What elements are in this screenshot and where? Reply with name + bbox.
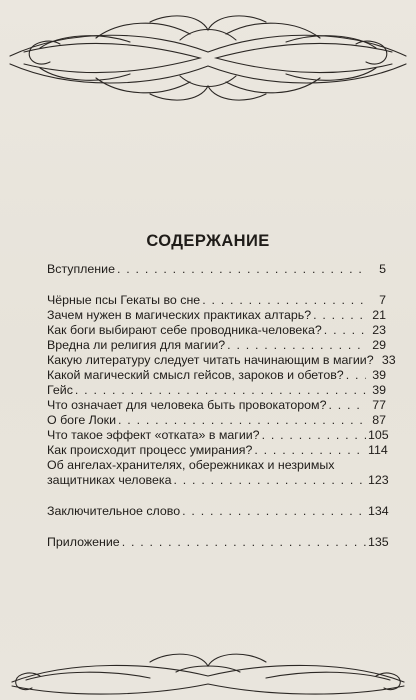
toc-page-number: 21 xyxy=(372,308,386,322)
toc-entry xyxy=(47,308,386,323)
toc-entry-title: Какую литературу следует читать начинающим в магии? xyxy=(47,353,374,367)
toc-entry-title: Приложение xyxy=(47,535,120,549)
toc-entry xyxy=(47,353,396,368)
dot-leader xyxy=(122,535,366,550)
toc-entry-title: Гейс xyxy=(47,383,73,397)
dot-leader xyxy=(346,368,366,383)
toc-page-number: 134 xyxy=(368,504,389,518)
dot-leader xyxy=(182,504,366,519)
toc-entry-title: Как происходит процесс умирания? xyxy=(47,443,253,457)
toc-entry-title: Какой магический смысл гейсов, зароков и обетов? xyxy=(47,368,344,382)
toc-page-number: 39 xyxy=(372,383,386,397)
toc-page-number: 105 xyxy=(368,428,389,442)
toc-entry xyxy=(47,368,386,383)
toc-page-number: 23 xyxy=(372,323,386,337)
toc-page-number: 87 xyxy=(372,413,386,427)
table-of-contents xyxy=(47,262,396,550)
toc-entry-title: Вредна ли религия для магии? xyxy=(47,338,226,352)
dot-leader xyxy=(117,262,366,277)
dot-leader xyxy=(202,293,366,308)
toc-entry-title: Заключительное слово xyxy=(47,504,181,518)
toc-entry-title: Чёрные псы Гекаты во сне xyxy=(47,293,201,307)
dot-leader xyxy=(324,323,366,338)
toc-page-number: 39 xyxy=(372,368,386,382)
toc-entry-title: О боге Локи xyxy=(47,413,117,427)
dot-leader xyxy=(328,398,366,413)
toc-entry xyxy=(47,383,386,398)
toc-page-number: 77 xyxy=(372,398,386,412)
contents-heading: СОДЕРЖАНИЕ xyxy=(146,232,270,250)
top-ornament xyxy=(0,8,416,108)
toc-entry-title: Об ангелах-хранителях, обережниках и незримых xyxy=(47,458,335,472)
toc-entry-continuation xyxy=(47,473,389,488)
dot-leader xyxy=(262,428,366,443)
toc-entry-multiline xyxy=(47,458,389,488)
toc-entry-title: Вступление xyxy=(47,262,115,276)
toc-entry-title-continued: защитниках человека xyxy=(47,473,172,487)
toc-page-number: 135 xyxy=(368,535,389,549)
toc-entry-title: Зачем нужен в магических практиках алтарь? xyxy=(47,308,312,322)
toc-entry xyxy=(47,338,386,353)
toc-page-number: 123 xyxy=(368,473,389,487)
bottom-ornament xyxy=(0,642,416,700)
dot-leader xyxy=(227,338,366,353)
toc-page-number: 114 xyxy=(368,443,388,457)
toc-entry xyxy=(47,323,386,338)
toc-page-number: 29 xyxy=(372,338,386,352)
dot-leader xyxy=(313,308,366,323)
toc-page-number: 33 xyxy=(381,353,396,367)
toc-entry xyxy=(47,262,386,277)
toc-entry-title: Как боги выбирают себе проводника-человека? xyxy=(47,323,322,337)
dot-leader xyxy=(118,413,366,428)
toc-entry-title: Что означает для человека быть провокатором? xyxy=(47,398,327,412)
dot-leader xyxy=(173,473,366,488)
toc-entry xyxy=(47,293,386,308)
toc-entry xyxy=(47,398,386,413)
toc-entry xyxy=(47,428,389,443)
toc-entry xyxy=(47,535,389,550)
toc-entry xyxy=(47,443,386,458)
toc-entry xyxy=(47,413,386,428)
toc-entry-title: Что такое эффект «отката» в магии? xyxy=(47,428,260,442)
toc-page-number: 5 xyxy=(379,262,386,276)
dot-leader xyxy=(254,443,366,458)
dot-leader xyxy=(75,383,366,398)
toc-entry xyxy=(47,504,389,519)
toc-page-number: 7 xyxy=(379,293,386,307)
